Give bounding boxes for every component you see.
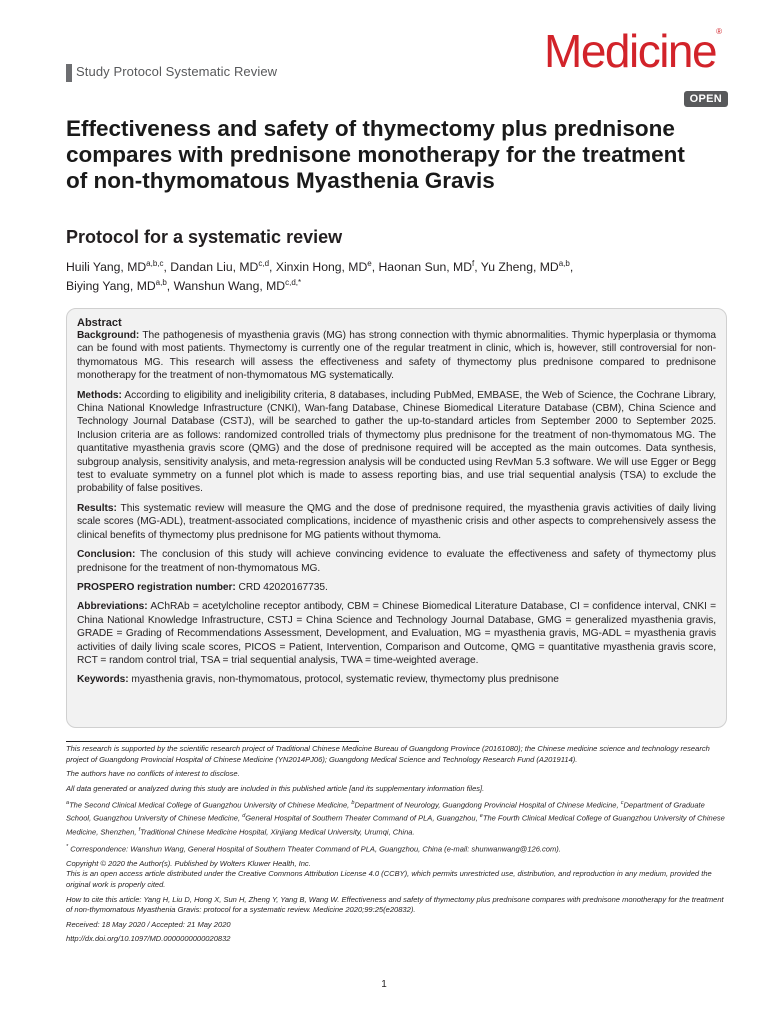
registered-mark: ® bbox=[716, 27, 722, 36]
abbreviations-label: Abbreviations: bbox=[77, 601, 148, 613]
affiliations-note bbox=[66, 798, 726, 837]
author-separator: , bbox=[166, 279, 174, 294]
background-text: The pathogenesis of myasthenia gravis (MG) has strong connection with thymic abnormalities. Thymic hyperplasia or thymoma can be found with most patients. Thymectomy is currently one of the regular treatment in clinic, which is, however, still controversial for non-thymomatous MG. This research will assess the effectiveness and safety of thymectomy plus prednisone compared to prednisone monotherapy for the treatment of non-thymomatous MG systematically. bbox=[77, 330, 716, 382]
section-marker-bar bbox=[66, 64, 72, 82]
prospero-number: CRD 42020167735. bbox=[238, 581, 328, 593]
data-availability-note: All data generated or analyzed during this study are included in this published article [and its supplementary information files]. bbox=[66, 783, 485, 793]
conflicts-note: The authors have no conflicts of interest to disclose. bbox=[66, 769, 240, 779]
copyright-note: Copyright © 2020 the Author(s). Published by Wolters Kluwer Health, Inc. bbox=[66, 858, 311, 868]
citation-note: How to cite this article: Yang H, Liu D, Hong X, Sun H, Zheng Y, Yang B, Wang W. Effectiveness and safety of thymectomy plus prednisone compares with prednisone monotherapy for the treatment of non-thymomatous Myasthenia Gravis: protocol for a systematic review. Medicine 2020;99:25(e20832). bbox=[66, 894, 724, 915]
correspondence-note bbox=[66, 842, 726, 855]
author-name: Wanshun Wang, MD bbox=[173, 279, 286, 294]
author-name: Dandan Liu, MD bbox=[170, 260, 259, 275]
author-name: Huili Yang, MD bbox=[66, 260, 147, 275]
abstract-heading: Abstract bbox=[77, 317, 122, 329]
affiliation-text: Department of Graduate School, Guangzhou University of Chinese Medicine, bbox=[66, 800, 705, 823]
results-text: This systematic review will measure the QMG and the dose of prednisone required, the myasthenia gravis activities of daily living scale scores (MG-ADL), treatment-associated complications, incidence of myasthenic crisis and other aspects to comprehensively assess the clinical benefits of thymectomy plus prednisone for MG patients without thymoma. bbox=[77, 502, 716, 541]
author-affiliation: c,d bbox=[258, 259, 270, 268]
correspondence-mark: * bbox=[66, 843, 69, 850]
correspondence-text: Correspondence: Wanshun Wang, General Hospital of Southern Theater Command of PLA, Guangzhou, China (e-mail: shunwanwang@126.com). bbox=[70, 844, 561, 854]
journal-name: Medicine bbox=[544, 25, 717, 77]
affiliation-mark: c bbox=[620, 800, 624, 807]
author-name: Yu Zheng, MD bbox=[480, 260, 559, 275]
page-number: 1 bbox=[381, 979, 387, 990]
methods-text: According to eligibility and ineligibility criteria, 8 databases, including PubMed, EMBASE, the Web of Science, the Cochrane Library, China National Knowledge Infrastructure (CNKI), Wan-fang Database, Chinese Biomedical Literature Database (CBM), China Science and Technology Journal Database (CSTJ), will be searched to gather the up-to-standard articles from September 2000 to September 2025. Inclusion criteria are as follows: randomized controlled trials of thymectomy plus prednisone for the treatment of non-thymomatous MG. The quantitative myasthenia gravis score (QMG) and the dose of prednisone required will be accepted as the main outcomes. Data synthesis, subgroup analysis, sensitivity analysis, and meta-regression analysis will be conducted using RevMan 5.3 software. We will use Egger or Begg test to evaluate symmetry on a funnel plot which is made to assess reporting bias, and use trial sequential analysis (TSA) to exclude the probability of false positives. bbox=[77, 389, 716, 495]
abstract-methods bbox=[77, 389, 716, 496]
author-separator: , bbox=[474, 260, 481, 275]
conclusion-label: Conclusion: bbox=[77, 549, 136, 561]
affiliation-text: Traditional Chinese Medicine Hospital, Xinjiang Medical University, Urumqi, China. bbox=[140, 827, 415, 837]
keywords-label: Keywords: bbox=[77, 674, 129, 686]
affiliation-mark: b bbox=[351, 800, 355, 807]
license-note: This is an open access article distributed under the Creative Commons Attribution License 4.0 (CCBY), which permits unrestricted use, distribution, and reproduction in any medium, provided the original work is properly cited. bbox=[66, 869, 712, 889]
affiliation-mark: f bbox=[138, 826, 141, 833]
journal-logo bbox=[544, 25, 722, 77]
affiliation-text: Department of Neurology, Guangdong Provincial Hospital of Chinese Medicine, bbox=[354, 800, 621, 810]
abstract-prospero bbox=[77, 581, 716, 594]
abstract-keywords bbox=[77, 673, 716, 686]
affiliation-text: The Second Clinical Medical College of Guangzhou University of Chinese Medicine, bbox=[69, 800, 352, 810]
results-label: Results: bbox=[77, 502, 117, 514]
keywords-text: myasthenia gravis, non-thymomatous, protocol, systematic review, thymectomy plus prednisone bbox=[131, 674, 559, 686]
author-name: Xinxin Hong, MD bbox=[275, 260, 368, 275]
doi-link[interactable]: http://dx.doi.org/10.1097/MD.0000000000020832 bbox=[66, 934, 231, 944]
abstract-abbreviations bbox=[77, 600, 716, 667]
abstract-background bbox=[77, 329, 716, 383]
author-affiliation: e bbox=[367, 259, 372, 268]
author-name: Biying Yang, MD bbox=[66, 279, 156, 294]
open-access-badge: OPEN bbox=[684, 91, 728, 107]
author-affiliation: a,b bbox=[155, 278, 167, 288]
dates-note: Received: 18 May 2020 / Accepted: 21 May 2020 bbox=[66, 919, 231, 929]
article-title: Effectiveness and safety of thymectomy plus prednisone compares with prednisone monotherapy for the treatment of non-thymomatous Myasthenia Gravis bbox=[66, 116, 685, 193]
affiliation-text: General Hospital of Southern Theater Command of PLA, Guangzhou, bbox=[245, 814, 480, 823]
background-label: Background: bbox=[77, 330, 140, 341]
abstract-box bbox=[66, 308, 727, 728]
author-list bbox=[66, 256, 706, 294]
footnotes bbox=[66, 744, 726, 949]
author-separator: , bbox=[163, 260, 171, 275]
author-affiliation: c,d,* bbox=[285, 278, 302, 288]
author-affiliation: a,b,c bbox=[146, 259, 164, 268]
section-label: Study Protocol Systematic Review bbox=[76, 64, 278, 79]
abstract-conclusion bbox=[77, 548, 716, 575]
affiliation-mark: d bbox=[242, 813, 246, 820]
footnote-divider bbox=[66, 741, 359, 742]
affiliation-text: The Fourth Clinical Medical College of Guangzhou University of Chinese Medicine, Shenzhen, bbox=[66, 814, 725, 837]
abstract-results bbox=[77, 502, 716, 542]
funding-note: This research is supported by the scientific research project of Traditional Chinese Medicine Bureau of Guangdong Province (20161080); the Chinese medicine science and technology research project of Guangdong Provincial Hospital of Chinese Medicine (YN2014PJ06); Guangdong Medical Science and Technology Research Fund (A2019114). bbox=[66, 744, 710, 764]
prospero-label: PROSPERO registration number: bbox=[77, 581, 236, 593]
affiliation-mark: e bbox=[479, 813, 483, 820]
copyright-block bbox=[66, 859, 726, 891]
author-affiliation: a,b bbox=[558, 259, 570, 268]
author-separator: , bbox=[269, 260, 276, 275]
author-affiliation: f bbox=[472, 259, 475, 268]
author-name: Haonan Sun, MD bbox=[378, 260, 472, 275]
methods-label: Methods: bbox=[77, 389, 122, 401]
conclusion-text: The conclusion of this study will achieve convincing evidence to evaluate the effectiveness and safety of thymectomy plus prednisone for the treatment of non-thymomatous MG. bbox=[77, 549, 716, 574]
author-separator: , bbox=[569, 260, 574, 275]
article-subtitle: Protocol for a systematic review bbox=[66, 227, 343, 247]
abbreviations-text: AChRAb = acetylcholine receptor antibody, CBM = Chinese Biomedical Literature Database, CI = confidence interval, CNKI = China National Knowledge Infrastructure, CSTJ = China Science and Technology Journal Database, GMG = generalized myasthenia gravis, GRADE = Grading of Recommendations Assessment, Development, and Evaluation, MG = myasthenia gravis, MG-ADL = myasthenia gravis activities of daily living scale scores, PICOS = Patient, Intervention, Comparison and Outcome, QMG = quantitative myasthenia gravis score, RCT = random control trial, TSA = trial sequential analysis, TWA = time-weighted average. bbox=[77, 601, 716, 666]
affiliation-mark: a bbox=[66, 800, 70, 807]
author-separator: , bbox=[371, 260, 379, 275]
